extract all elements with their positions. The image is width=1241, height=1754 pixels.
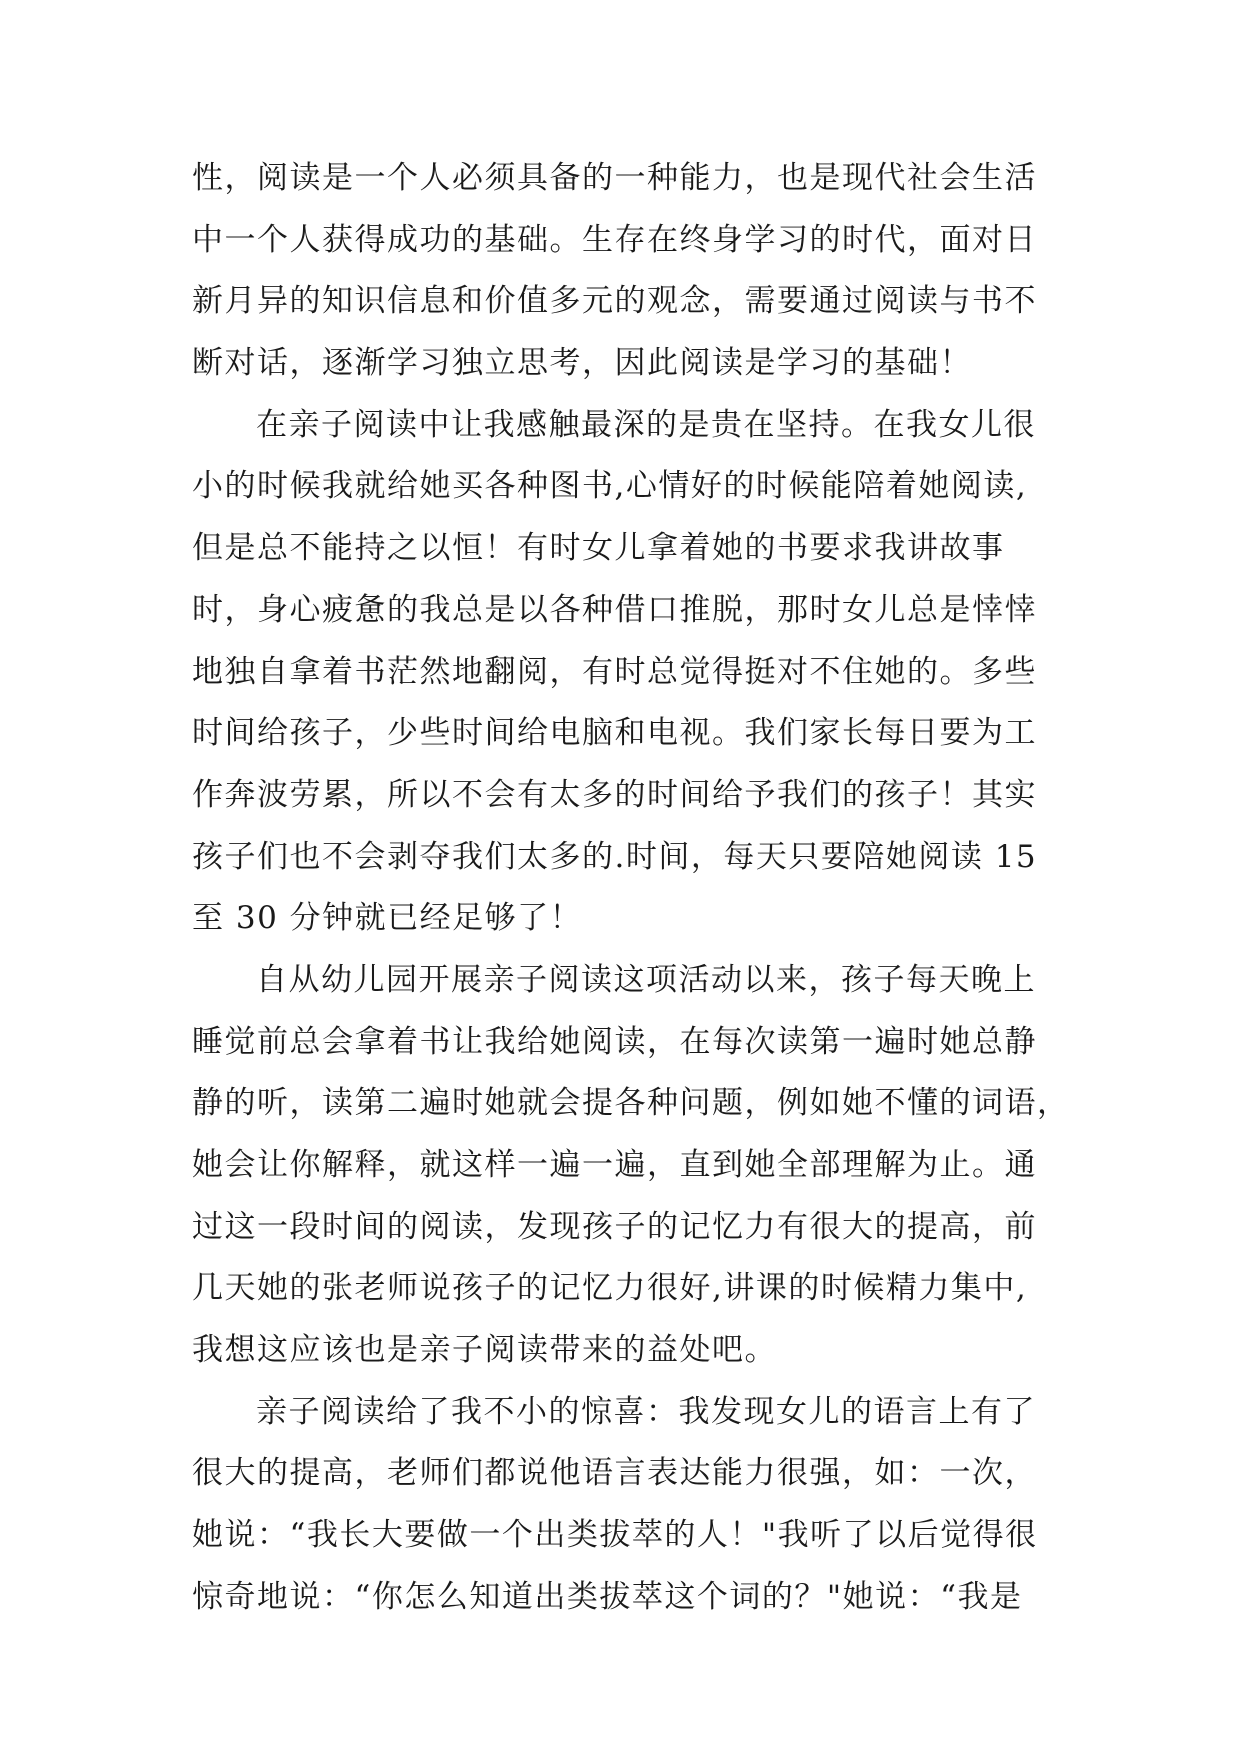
text-line: 很大的提高，老师们都说他语言表达能力很强，如：一次， (192, 1455, 1037, 1492)
text-line: 中一个人获得成功的基础。生存在终身学习的时代，面对日 (192, 221, 1037, 258)
text-line: 新月异的知识信息和价值多元的观念，需要通过阅读与书不 (192, 283, 1037, 320)
text-line: 小的时候我就给她买各种图书,心情好的时候能陪着她阅读, (192, 468, 1028, 505)
text-line: 至 30 分钟就已经足够了！ (192, 900, 583, 937)
text-line: 几天她的张老师说孩子的记忆力很好,讲课的时候精力集中, (192, 1270, 1028, 1307)
text-line: 作奔波劳累，所以不会有太多的时间给予我们的孩子！其实 (192, 776, 1037, 813)
text-line: 睡觉前总会拿着书让我给她阅读，在每次读第一遍时她总静 (192, 1023, 1037, 1060)
text-line: 时，身心疲惫的我总是以各种借口推脱，那时女儿总是悻悻 (192, 591, 1037, 628)
text-line: 孩子们也不会剥夺我们太多的.时间，每天只要陪她阅读 15 (192, 838, 1038, 875)
text-line: 断对话，逐渐学习独立思考，因此阅读是学习的基础！ (192, 345, 972, 382)
text-line: 过这一段时间的阅读，发现孩子的记忆力有很大的提高，前 (192, 1208, 1037, 1245)
text-line: 时间给孩子，少些时间给电脑和电视。我们家长每日要为工 (192, 715, 1037, 752)
text-line: 我想这应该也是亲子阅读带来的益处吧。 (192, 1332, 777, 1369)
text-line: 地独自拿着书茫然地翻阅，有时总觉得挺对不住她的。多些 (192, 653, 1037, 690)
paragraph-first-line: 在亲子阅读中让我感触最深的是贵在坚持。在我女儿很 (256, 406, 1036, 443)
text-line: 性，阅读是一个人必须具备的一种能力，也是现代社会生活 (192, 160, 1037, 196)
document-body (192, 148, 1070, 1629)
text-line: 她说：“我长大要做一个出类拔萃的人！"我听了以后觉得很 (192, 1517, 1038, 1554)
paragraph-first-line: 自从幼儿园开展亲子阅读这项活动以来，孩子每天晚上 (256, 961, 1036, 998)
text-line: 静的听，读第二遍时她就会提各种问题，例如她不懂的词语， (192, 1085, 1070, 1122)
text-line: 惊奇地说：“你怎么知道出类拔萃这个词的？"她说：“我是 (192, 1578, 1023, 1615)
text-line: 她会让你解释，就这样一遍一遍，直到她全部理解为止。通 (192, 1147, 1037, 1183)
paragraph-first-line: 亲子阅读给了我不小的惊喜：我发现女儿的语言上有了 (256, 1393, 1036, 1430)
text-line: 但是总不能持之以恒！有时女儿拿着她的书要求我讲故事 (192, 530, 1005, 567)
